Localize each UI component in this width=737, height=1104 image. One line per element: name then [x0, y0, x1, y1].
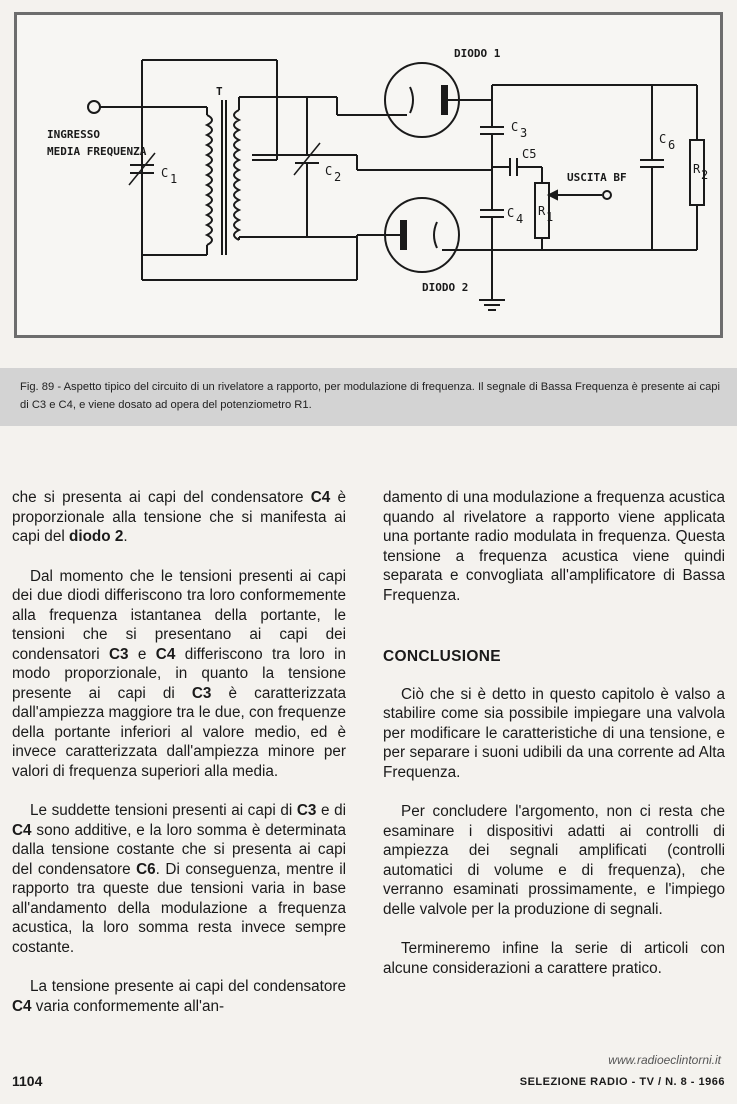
label-diode-2: DIODO 2	[422, 281, 469, 294]
label-input-2: MEDIA FREQUENZA	[47, 145, 147, 158]
watermark: www.radioeclintorni.it	[608, 1053, 721, 1067]
label-c6: C	[659, 132, 667, 146]
paragraph: che si presenta ai capi del condensatore C4 è proporzionale alla tensione che si manifesta ai capi del diodo 2.	[12, 489, 346, 545]
label-c6-sub: 6	[668, 138, 676, 152]
label-transformer: T	[216, 85, 223, 98]
label-c4-sub: 4	[516, 212, 524, 226]
left-column	[12, 488, 346, 1016]
primary-coil	[207, 115, 212, 245]
paragraph: Ciò che si è detto in questo capitolo è valso a stabilire come sia possibile impiegare una valvola per modificare le caratteristiche di una tensione, e per separare i suoni udibili da una corrente ad Alta Frequenza.	[383, 685, 725, 781]
circuit-diagram	[14, 12, 723, 338]
label-input-1: INGRESSO	[47, 128, 100, 141]
figure-caption: Fig. 89 - Aspetto tipico del circuito di un rivelatore a rapporto, per modulazione di frequenza. Il segnale di Bassa Frequenza è presente ai capi di C3 e C4, e viene dosato ad opera del potenziometro R1.	[20, 381, 720, 411]
label-c5: C5	[522, 147, 537, 161]
page-number: 1104	[12, 1073, 43, 1089]
label-c2-sub: 2	[334, 170, 342, 184]
paragraph: Dal momento che le tensioni presenti ai capi dei due diodi differiscono tra loro conformemente alla frequenza istantanea della portante, le tensioni che si presentano ai capi dei condensatori C3 e C4 differiscono tra loro in modo proporzionale, in quanto la tensione presente ai capi di C3 è caratterizzata dall'ampiezza maggiore tra le due, con frequenze della portante inferiori al valore medio, ed è invece caratterizzata dall'ampiezza minore per valori di frequenza superiori alla media.	[12, 567, 347, 780]
label-c1: C	[161, 166, 169, 180]
paragraph: La tensione presente ai capi del condensatore C4 varia conformemente all'an-	[12, 978, 346, 1015]
ratio-detector-schematic	[17, 15, 720, 335]
label-c3-sub: 3	[520, 126, 528, 140]
label-r2-sub: 2	[701, 168, 709, 182]
section-heading: CONCLUSIONE	[383, 648, 501, 665]
label-r2: R	[693, 162, 701, 176]
label-r1-sub: 1	[546, 210, 554, 224]
label-c1-sub: 1	[170, 172, 178, 186]
paragraph: Per concludere l'argomento, non ci resta che esaminare i dispositivi adatti ai controlli di ampiezza dei segnali amplificati (controlli automatici di volume e di frequenza), che verranno esaminati prossimamente, e l'impiego delle valvole per la produzione di segnali.	[383, 803, 725, 918]
label-r1: R	[538, 204, 546, 218]
magazine-footer: SELEZIONE RADIO - TV / N. 8 - 1966	[519, 1076, 725, 1088]
label-c3: C	[511, 120, 519, 134]
right-column	[383, 488, 725, 978]
paragraph: Le suddette tensioni presenti ai capi di C3 e di C4 sono additive, e la loro somma è determinata dalla tensione costante che si presenta ai capi del condensatore C6. Di conseguenza, mentre il rapporto tra queste due tensioni varia in base all'andamento della modulazione a frequenza acustica, la loro somma resta invece sempre costante.	[12, 802, 346, 956]
label-c4: C	[507, 206, 515, 220]
label-diode-1: DIODO 1	[454, 47, 501, 60]
secondary-coil	[234, 110, 239, 240]
label-c2: C	[325, 164, 333, 178]
input-terminal	[88, 101, 100, 113]
paragraph: Termineremo infine la serie di articoli con alcune considerazioni a carattere pratico.	[383, 940, 725, 977]
paragraph: damento di una modulazione a frequenza acustica quando al rivelatore a rapporto viene applicata una portante radio modulata in frequenza. Questa tensione a frequenza acustica viene quindi separata e convogliata all'amplificatore di Bassa Frequenza.	[383, 489, 725, 604]
label-output: USCITA BF	[567, 171, 627, 184]
